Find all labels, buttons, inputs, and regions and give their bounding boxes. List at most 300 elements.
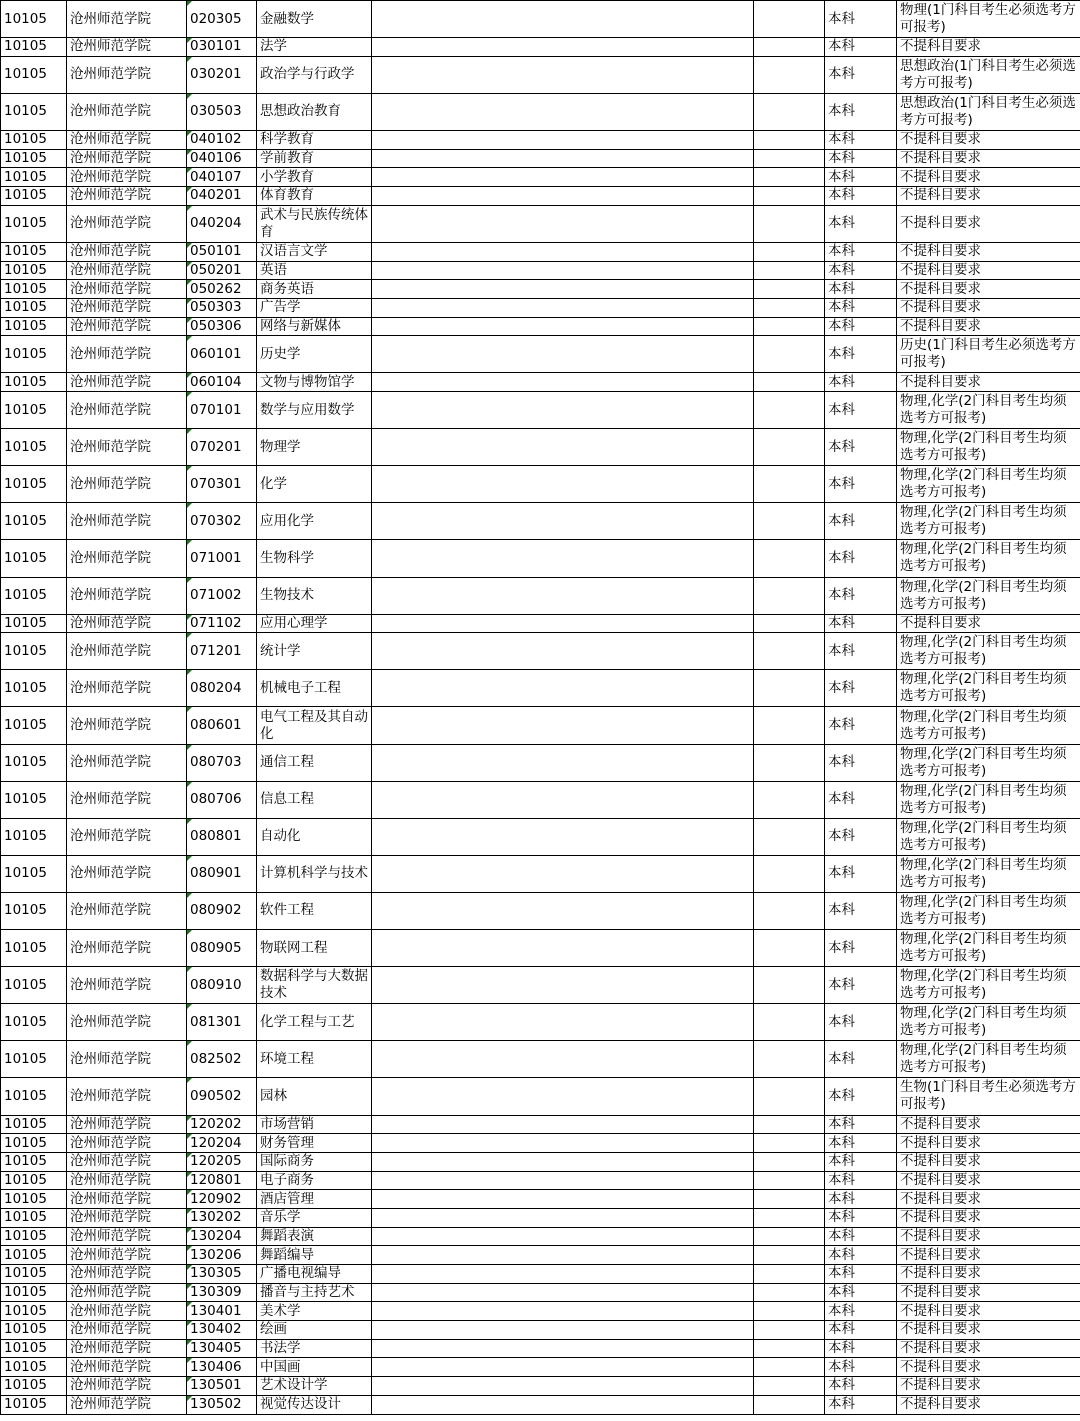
major-code-cell: 120205 [187,1152,257,1171]
school-id-cell: 10105 [1,1208,67,1227]
major-name-cell: 中国画 [257,1358,372,1377]
requirement-cell: 物理,化学(2门科目考生均须选考方可报考) [897,633,1080,670]
major-name-cell: 计算机科学与技术 [257,855,372,892]
table-row [1,1,1080,38]
level-cell: 本科 [825,1339,897,1358]
major-name-cell: 英语 [257,261,372,280]
blank-cell [754,38,825,57]
major-name-cell: 市场营销 [257,1115,372,1134]
major-code-cell: 120202 [187,1115,257,1134]
school-id-cell: 10105 [1,149,67,168]
level-cell: 本科 [825,1395,897,1414]
blank-cell [372,855,754,892]
school-name-cell: 沧州师范学院 [67,1265,187,1284]
table-row [1,261,1080,280]
major-name-cell: 通信工程 [257,744,372,781]
school-id-cell: 10105 [1,1302,67,1321]
school-id-cell: 10105 [1,1115,67,1134]
table-row [1,670,1080,707]
blank-cell [754,205,825,242]
school-id-cell: 10105 [1,56,67,93]
level-cell: 本科 [825,1246,897,1265]
blank-cell [372,205,754,242]
blank-cell [754,1358,825,1377]
blank-cell [754,1152,825,1171]
school-id-cell: 10105 [1,130,67,149]
blank-cell [372,670,754,707]
major-code-cell: 130501 [187,1377,257,1396]
school-id-cell: 10105 [1,298,67,317]
school-name-cell: 沧州师范学院 [67,1227,187,1246]
major-name-cell: 历史学 [257,336,372,373]
school-name-cell: 沧州师范学院 [67,1041,187,1078]
blank-cell [754,670,825,707]
table-row [1,429,1080,466]
level-cell: 本科 [825,744,897,781]
table-row [1,1283,1080,1302]
table-row [1,392,1080,429]
blank-cell [754,242,825,261]
major-code-cell: 071001 [187,540,257,577]
blank-cell [372,336,754,373]
blank-cell [372,818,754,855]
major-code-cell: 080902 [187,892,257,929]
table-row [1,280,1080,299]
level-cell: 本科 [825,1302,897,1321]
school-name-cell: 沧州师范学院 [67,577,187,614]
level-cell: 本科 [825,38,897,57]
requirement-cell: 物理,化学(2门科目考生均须选考方可报考) [897,892,1080,929]
major-name-cell: 舞蹈表演 [257,1227,372,1246]
major-name-cell: 舞蹈编导 [257,1246,372,1265]
school-id-cell: 10105 [1,392,67,429]
blank-cell [372,967,754,1004]
blank-cell [372,1134,754,1153]
blank-cell [754,1321,825,1340]
school-id-cell: 10105 [1,336,67,373]
major-name-cell: 信息工程 [257,781,372,818]
major-code-cell: 080706 [187,781,257,818]
school-name-cell: 沧州师范学院 [67,855,187,892]
blank-cell [754,93,825,130]
school-name-cell: 沧州师范学院 [67,373,187,392]
level-cell: 本科 [825,93,897,130]
table-row [1,298,1080,317]
level-cell: 本科 [825,633,897,670]
requirement-cell: 不提科目要求 [897,1395,1080,1414]
requirement-cell: 物理,化学(2门科目考生均须选考方可报考) [897,818,1080,855]
blank-cell [754,429,825,466]
table-row [1,130,1080,149]
major-name-cell: 音乐学 [257,1208,372,1227]
major-code-cell: 080905 [187,930,257,967]
requirement-cell: 物理,化学(2门科目考生均须选考方可报考) [897,930,1080,967]
requirement-cell: 不提科目要求 [897,317,1080,336]
blank-cell [372,168,754,187]
major-code-cell: 070101 [187,392,257,429]
requirement-cell: 不提科目要求 [897,1115,1080,1134]
requirement-cell: 不提科目要求 [897,149,1080,168]
table-row [1,577,1080,614]
blank-cell [754,967,825,1004]
blank-cell [372,1115,754,1134]
level-cell: 本科 [825,614,897,633]
table-row [1,1377,1080,1396]
table-row [1,336,1080,373]
school-name-cell: 沧州师范学院 [67,614,187,633]
blank-cell [754,1078,825,1115]
major-code-cell: 070301 [187,466,257,503]
level-cell: 本科 [825,168,897,187]
requirement-cell: 不提科目要求 [897,1377,1080,1396]
school-id-cell: 10105 [1,429,67,466]
school-name-cell: 沧州师范学院 [67,540,187,577]
requirement-cell: 思想政治(1门科目考生必须选考方可报考) [897,93,1080,130]
level-cell: 本科 [825,1004,897,1041]
blank-cell [754,317,825,336]
school-name-cell: 沧州师范学院 [67,1004,187,1041]
school-id-cell: 10105 [1,205,67,242]
level-cell: 本科 [825,392,897,429]
blank-cell [754,1171,825,1190]
table-row [1,1152,1080,1171]
blank-cell [372,1041,754,1078]
level-cell: 本科 [825,373,897,392]
major-code-cell: 130206 [187,1246,257,1265]
table-row [1,1246,1080,1265]
major-name-cell: 美术学 [257,1302,372,1321]
requirement-cell: 物理,化学(2门科目考生均须选考方可报考) [897,540,1080,577]
level-cell: 本科 [825,1358,897,1377]
school-id-cell: 10105 [1,373,67,392]
level-cell: 本科 [825,187,897,206]
blank-cell [372,614,754,633]
school-name-cell: 沧州师范学院 [67,1339,187,1358]
blank-cell [372,1152,754,1171]
major-name-cell: 广告学 [257,298,372,317]
major-code-cell: 040201 [187,187,257,206]
requirement-cell: 生物(1门科目考生必须选考方可报考) [897,1078,1080,1115]
school-name-cell: 沧州师范学院 [67,1321,187,1340]
table-row [1,1171,1080,1190]
blank-cell [372,1004,754,1041]
level-cell: 本科 [825,855,897,892]
school-id-cell: 10105 [1,503,67,540]
major-code-cell: 040106 [187,149,257,168]
school-id-cell: 10105 [1,317,67,336]
major-code-cell: 130202 [187,1208,257,1227]
blank-cell [754,1190,825,1209]
major-code-cell: 120204 [187,1134,257,1153]
major-code-cell: 080901 [187,855,257,892]
school-id-cell: 10105 [1,707,67,744]
major-code-cell: 130401 [187,1302,257,1321]
requirement-cell: 不提科目要求 [897,1283,1080,1302]
level-cell: 本科 [825,205,897,242]
school-name-cell: 沧州师范学院 [67,818,187,855]
blank-cell [372,1283,754,1302]
blank-cell [754,373,825,392]
table-row [1,466,1080,503]
school-name-cell: 沧州师范学院 [67,149,187,168]
level-cell: 本科 [825,1377,897,1396]
table-row [1,1302,1080,1321]
school-name-cell: 沧州师范学院 [67,1302,187,1321]
major-code-cell: 050306 [187,317,257,336]
blank-cell [754,707,825,744]
major-name-cell: 广播电视编导 [257,1265,372,1284]
major-code-cell: 130204 [187,1227,257,1246]
major-code-cell: 050262 [187,280,257,299]
requirement-cell: 不提科目要求 [897,205,1080,242]
blank-cell [372,1358,754,1377]
level-cell: 本科 [825,1115,897,1134]
blank-cell [372,466,754,503]
level-cell: 本科 [825,670,897,707]
table-row [1,205,1080,242]
major-name-cell: 环境工程 [257,1041,372,1078]
level-cell: 本科 [825,1190,897,1209]
blank-cell [754,855,825,892]
major-name-cell: 电子商务 [257,1171,372,1190]
school-id-cell: 10105 [1,670,67,707]
school-name-cell: 沧州师范学院 [67,205,187,242]
school-id-cell: 10105 [1,614,67,633]
level-cell: 本科 [825,261,897,280]
requirement-cell: 不提科目要求 [897,614,1080,633]
blank-cell [754,781,825,818]
major-code-cell: 060101 [187,336,257,373]
school-id-cell: 10105 [1,1190,67,1209]
requirement-cell: 历史(1门科目考生必须选考方可报考) [897,336,1080,373]
major-code-cell: 130402 [187,1321,257,1340]
blank-cell [372,930,754,967]
major-code-cell: 050101 [187,242,257,261]
school-name-cell: 沧州师范学院 [67,187,187,206]
table-body [1,1,1080,1415]
major-name-cell: 小学教育 [257,168,372,187]
table-row [1,633,1080,670]
blank-cell [754,1265,825,1284]
major-code-cell: 030503 [187,93,257,130]
major-code-cell: 081301 [187,1004,257,1041]
major-name-cell: 数学与应用数学 [257,392,372,429]
major-name-cell: 自动化 [257,818,372,855]
major-name-cell: 汉语言文学 [257,242,372,261]
major-name-cell: 酒店管理 [257,1190,372,1209]
major-name-cell: 武术与民族传统体育 [257,205,372,242]
school-name-cell: 沧州师范学院 [67,130,187,149]
school-name-cell: 沧州师范学院 [67,429,187,466]
school-name-cell: 沧州师范学院 [67,1115,187,1134]
major-name-cell: 书法学 [257,1339,372,1358]
school-id-cell: 10105 [1,1321,67,1340]
blank-cell [372,1302,754,1321]
blank-cell [754,1377,825,1396]
blank-cell [372,1377,754,1396]
table-row [1,781,1080,818]
requirement-cell: 不提科目要求 [897,261,1080,280]
requirement-cell: 不提科目要求 [897,1302,1080,1321]
requirement-cell: 不提科目要求 [897,1190,1080,1209]
requirement-cell: 物理,化学(2门科目考生均须选考方可报考) [897,466,1080,503]
school-name-cell: 沧州师范学院 [67,781,187,818]
blank-cell [754,261,825,280]
blank-cell [372,503,754,540]
level-cell: 本科 [825,1041,897,1078]
table-row [1,614,1080,633]
major-code-cell: 080204 [187,670,257,707]
blank-cell [754,336,825,373]
school-id-cell: 10105 [1,280,67,299]
table-row [1,242,1080,261]
school-name-cell: 沧州师范学院 [67,1152,187,1171]
school-name-cell: 沧州师范学院 [67,930,187,967]
level-cell: 本科 [825,130,897,149]
school-id-cell: 10105 [1,855,67,892]
blank-cell [372,540,754,577]
school-id-cell: 10105 [1,242,67,261]
table-row [1,1004,1080,1041]
major-name-cell: 文物与博物馆学 [257,373,372,392]
school-id-cell: 10105 [1,1134,67,1153]
requirement-cell: 不提科目要求 [897,1152,1080,1171]
table-row [1,930,1080,967]
school-name-cell: 沧州师范学院 [67,168,187,187]
major-name-cell: 国际商务 [257,1152,372,1171]
requirement-cell: 不提科目要求 [897,298,1080,317]
school-name-cell: 沧州师范学院 [67,242,187,261]
school-id-cell: 10105 [1,930,67,967]
table-row [1,1134,1080,1153]
requirement-cell: 思想政治(1门科目考生必须选考方可报考) [897,56,1080,93]
requirement-cell: 不提科目要求 [897,280,1080,299]
major-name-cell: 机械电子工程 [257,670,372,707]
school-name-cell: 沧州师范学院 [67,261,187,280]
school-name-cell: 沧州师范学院 [67,1283,187,1302]
school-id-cell: 10105 [1,1377,67,1396]
requirement-cell: 物理,化学(2门科目考生均须选考方可报考) [897,577,1080,614]
blank-cell [754,466,825,503]
requirement-cell: 不提科目要求 [897,130,1080,149]
blank-cell [372,187,754,206]
requirement-cell: 不提科目要求 [897,1246,1080,1265]
major-name-cell: 金融数学 [257,1,372,38]
school-name-cell: 沧州师范学院 [67,392,187,429]
table-row [1,1115,1080,1134]
blank-cell [372,1190,754,1209]
major-name-cell: 体育教育 [257,187,372,206]
blank-cell [372,892,754,929]
school-id-cell: 10105 [1,540,67,577]
level-cell: 本科 [825,280,897,299]
major-code-cell: 130406 [187,1358,257,1377]
school-id-cell: 10105 [1,1395,67,1414]
level-cell: 本科 [825,1,897,38]
school-id-cell: 10105 [1,1004,67,1041]
major-name-cell: 科学教育 [257,130,372,149]
major-name-cell: 法学 [257,38,372,57]
school-id-cell: 10105 [1,1227,67,1246]
school-name-cell: 沧州师范学院 [67,670,187,707]
blank-cell [372,280,754,299]
requirement-cell: 物理,化学(2门科目考生均须选考方可报考) [897,744,1080,781]
requirement-cell: 物理(1门科目考生必须选考方可报考) [897,1,1080,38]
level-cell: 本科 [825,1227,897,1246]
major-code-cell: 071002 [187,577,257,614]
school-id-cell: 10105 [1,187,67,206]
blank-cell [372,1078,754,1115]
table-row [1,892,1080,929]
major-code-cell: 071102 [187,614,257,633]
requirement-cell: 物理,化学(2门科目考生均须选考方可报考) [897,503,1080,540]
table-row [1,744,1080,781]
major-name-cell: 视觉传达设计 [257,1395,372,1414]
blank-cell [754,1041,825,1078]
table-row [1,1208,1080,1227]
level-cell: 本科 [825,1208,897,1227]
blank-cell [372,392,754,429]
school-id-cell: 10105 [1,261,67,280]
school-id-cell: 10105 [1,1,67,38]
blank-cell [372,1339,754,1358]
school-id-cell: 10105 [1,892,67,929]
blank-cell [372,373,754,392]
school-id-cell: 10105 [1,93,67,130]
major-code-cell: 050201 [187,261,257,280]
blank-cell [754,392,825,429]
level-cell: 本科 [825,429,897,466]
blank-cell [754,1004,825,1041]
blank-cell [372,744,754,781]
blank-cell [372,1246,754,1265]
level-cell: 本科 [825,930,897,967]
school-id-cell: 10105 [1,38,67,57]
school-id-cell: 10105 [1,1339,67,1358]
blank-cell [754,1134,825,1153]
blank-cell [754,1395,825,1414]
table-row [1,1395,1080,1414]
major-name-cell: 思想政治教育 [257,93,372,130]
blank-cell [372,317,754,336]
major-name-cell: 艺术设计学 [257,1377,372,1396]
requirement-cell: 物理,化学(2门科目考生均须选考方可报考) [897,781,1080,818]
major-name-cell: 统计学 [257,633,372,670]
school-id-cell: 10105 [1,1358,67,1377]
blank-cell [372,242,754,261]
requirement-cell: 不提科目要求 [897,38,1080,57]
blank-cell [754,633,825,670]
school-id-cell: 10105 [1,1283,67,1302]
blank-cell [372,261,754,280]
school-name-cell: 沧州师范学院 [67,967,187,1004]
blank-cell [372,56,754,93]
table-row [1,1190,1080,1209]
major-name-cell: 软件工程 [257,892,372,929]
major-code-cell: 080601 [187,707,257,744]
level-cell: 本科 [825,1152,897,1171]
school-name-cell: 沧州师范学院 [67,1,187,38]
school-id-cell: 10105 [1,633,67,670]
major-code-cell: 070201 [187,429,257,466]
blank-cell [372,577,754,614]
blank-cell [754,187,825,206]
major-name-cell: 物联网工程 [257,930,372,967]
major-code-cell: 130405 [187,1339,257,1358]
blank-cell [754,168,825,187]
school-name-cell: 沧州师范学院 [67,1171,187,1190]
blank-cell [754,577,825,614]
